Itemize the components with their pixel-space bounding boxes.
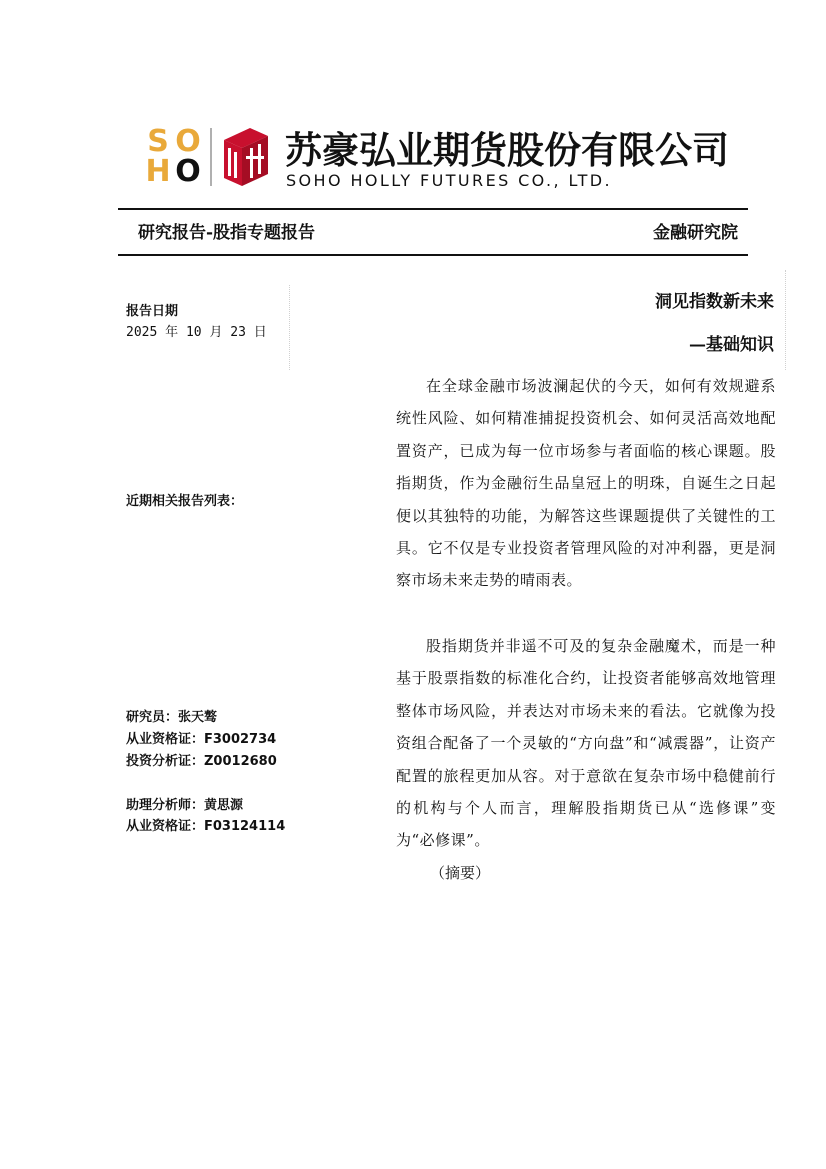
assistant-analyst: 助理分析师：黄思源 (126, 798, 244, 813)
logo-letter: O (175, 124, 201, 159)
logo-letter: S (147, 124, 169, 159)
header-bottom-rule (118, 254, 748, 256)
column-divider (289, 285, 290, 370)
document-subtitle: —基础知识 (689, 335, 774, 355)
logo-mark (143, 124, 203, 189)
company-name-cn: 苏豪弘业期货股份有限公司 (285, 128, 729, 172)
paragraph: 在全球金融市场波澜起伏的今天，如何有效规避系统性风险、如何精准捕捉投资机会、如何灵活高效地配置资产，已成为每一位市场参与者面临的核心课题。股指期货，作为金融衍生品皇冠上的明珠，自诞生之日起便以其独特的功能，为解答这些课题提供了关键性的工具。它不仅是专业投资者管理风险的对冲利器，更是洞察市场未来走势的晴雨表。 (396, 377, 776, 590)
researcher: 研究员：张天骜 (126, 710, 218, 725)
header-top-rule (118, 208, 748, 210)
report-category: 研究报告-股指专题报告 (138, 223, 316, 243)
institute-name: 金融研究院 (653, 223, 738, 243)
report-date-label: 报告日期 (126, 304, 179, 319)
report-date-value: 2025 年 10 月 23 日 (126, 325, 267, 340)
qualification-cert: 从业资格证：F03124114 (126, 819, 286, 834)
related-reports-label: 近期相关报告列表： (126, 494, 244, 509)
abstract-note: （摘要） (430, 864, 491, 882)
logo-letter: O (175, 154, 201, 189)
column-divider (785, 270, 786, 370)
analyst-cert: 投资分析证：Z0012680 (126, 754, 277, 769)
qualification-cert: 从业资格证：F3002734 (126, 732, 277, 747)
company-name-en: SOHO HOLLY FUTURES CO., LTD. (286, 171, 612, 190)
paragraph: 股指期货并非遥不可及的复杂金融魔术，而是一种基于股票指数的标准化合约，让投资者能够高效地管理整体市场风险，并表达对市场未来的看法。它就像为投资组合配备了一个灵敏的“方向盘”和“减震器”，让资产配置的旅程更加从容。对于意欲在复杂市场中稳健前行的机构与个人而言，理解股指期货已从“选修课”变为“必修课”。 (396, 637, 776, 850)
logo-emblem-icon (220, 126, 272, 188)
document-title: 洞见指数新未来 (655, 292, 774, 312)
logo-divider (210, 128, 212, 186)
logo-letter: H (145, 154, 171, 189)
